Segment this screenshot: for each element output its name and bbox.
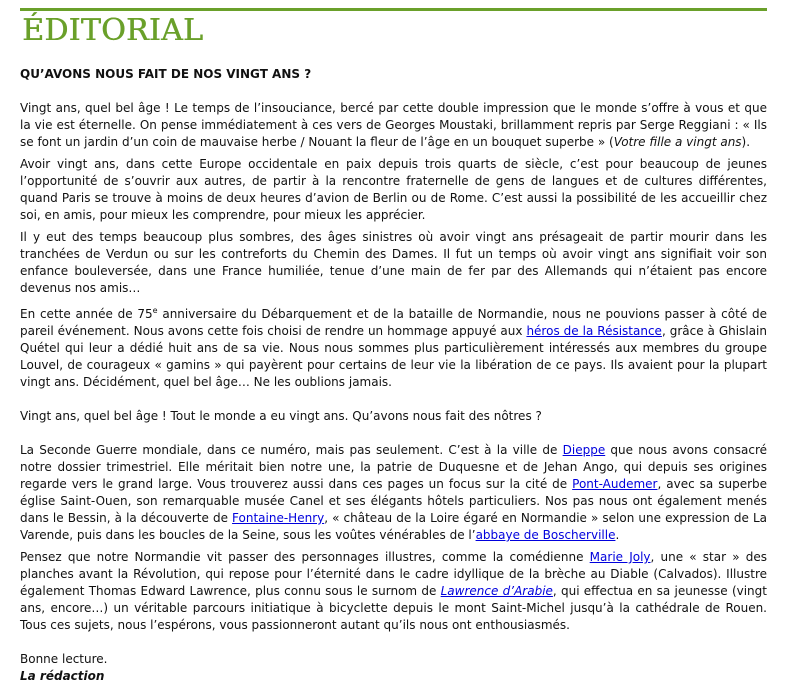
text: anniversaire du Débarquement et de la bataille de Normandie, nous ne pouvions passer à côté de pareil événement. Nous avons cette fois choisi de rendre un hommage appuyé aux — [20, 307, 767, 338]
text: , une « star » des planches avant la Révolution, qui repose pour l’éternité dans le cadre idyllique de la brèche au Diable (Calvados). Illustre également Thomas Edward Lawrence, plus connu sous le surnom de — [20, 550, 767, 598]
song-title: Votre fille a vingt ans — [613, 135, 742, 149]
paragraph-3: Il y eut des temps beaucoup plus sombres, des âges sinistres où avoir vingt ans présageait de partir mourir dans les tranchées de Verdun ou sur les contreforts du Chemin des Dames. Il fut un temps où avoir vingt ans signifiait voir son enfance bouleversée, dans une France humiliée, tenue d’une main de fer par des Allemands qui n’étaient pas encore devenus nos amis… — [20, 230, 767, 295]
link-marie-joly[interactable]: Marie Joly — [589, 550, 651, 564]
link-lawrence-arabie[interactable]: Lawrence d’Arabie — [440, 584, 553, 598]
link-abbaye-boscherville[interactable]: abbaye de Boscherville — [475, 528, 616, 542]
text: En cette année de 75 — [20, 307, 153, 321]
text: ). — [741, 135, 751, 149]
header-rule — [20, 8, 767, 11]
paragraph-1 — [20, 100, 767, 151]
editorial-body — [20, 66, 767, 685]
signature: La rédaction — [20, 669, 105, 683]
link-heros-resistance[interactable]: héros de la Résistance — [526, 324, 662, 338]
text: Pensez que notre Normandie vit passer des personnages illustres, comme la comédienne — [20, 550, 590, 564]
text: que nous avons consacré notre dossier trimestriel. Elle méritait bien notre une, la patrie de Duquesne et de Jehan Ango, qui depuis ses origines regarde vers le grand large. Vous trouverez aussi dans ces pages un focus sur la cité de — [20, 443, 768, 491]
text: Vingt ans, quel bel âge ! Le temps de l’insouciance, bercé par cette double impression que le monde s’offre à vous et que la vie est éternelle. On pense immédiatement à ces vers de Georges Moustaki, brillamment repris par Serge Reggiani : « Ils se font un jardin d’un coin de mauvaise herbe / Nouant la fleur de l’âge en un bouquet superbe » ( — [20, 101, 767, 149]
text: La Seconde Guerre mondiale, dans ce numéro, mais pas seulement. C’est à la ville de — [20, 443, 563, 457]
link-fontaine-henry[interactable]: Fontaine-Henry — [232, 511, 325, 525]
text: , « château de la Loire égaré en Normandie » selon une expression de La Varende, puis dans les boucles de la Seine, sous les voûtes vénérables de l’ — [20, 511, 767, 542]
paragraph-6 — [20, 442, 767, 544]
text: , avec sa superbe église Saint-Ouen, son remarquable musée Canel et ses élégants hôtels particuliers. Nos pas nous ont également menés dans le Bessin, à la découverte de — [20, 477, 768, 525]
section-title: ÉDITORIAL — [22, 13, 204, 48]
link-pont-audemer[interactable]: Pont-Audemer — [572, 477, 658, 491]
paragraph-4 — [20, 302, 767, 391]
text: , qui effectua en sa jeunesse (vingt ans, encore…) un véritable parcours initiatique à bicyclette depuis le mont Saint-Michel jusqu’à la cathédrale de Rouen. Tous ces sujets, nous l’espérons, vous passionneront autant qu’ils nous ont enthousiasmés. — [20, 584, 767, 632]
paragraph-7 — [20, 549, 767, 634]
paragraph-2: Avoir vingt ans, dans cette Europe occidentale en paix depuis trois quarts de siècle, c’est pour beaucoup de jeunes l’opportunité de s’ouvrir aux autres, de partir à la rencontre fraternelle de gens de langues et de cultures différentes, quand Paris se trouve à moins de deux heures d’avion de Berlin ou de Rome. C’est aussi la possibilité de les accueillir chez soi, en amis, pour mieux les comprendre, pour mieux les apprécier. — [20, 157, 767, 222]
text: , grâce à Ghislain Quétel qui leur a dédié huit ans de sa vie. Nous nous sommes plus particulièrement intéressés aux membres du groupe Louvel, de courageux « gamins » qui payèrent pour certains de leur vie la libération de ce pays. Ils avaient pour la plupart vingt ans. Décidément, quel bel âge… Ne les oublions jamais. — [20, 324, 767, 389]
closing-line: Bonne lecture. — [20, 652, 108, 666]
paragraph-5: Vingt ans, quel bel âge ! Tout le monde a eu vingt ans. Qu’avons nous fait des nôtres ? — [20, 409, 542, 423]
link-dieppe[interactable]: Dieppe — [562, 443, 606, 457]
superscript: e — [152, 306, 158, 315]
article-heading: QU’AVONS NOUS FAIT DE NOS VINGT ANS ? — [20, 67, 312, 81]
text: . — [615, 528, 620, 542]
